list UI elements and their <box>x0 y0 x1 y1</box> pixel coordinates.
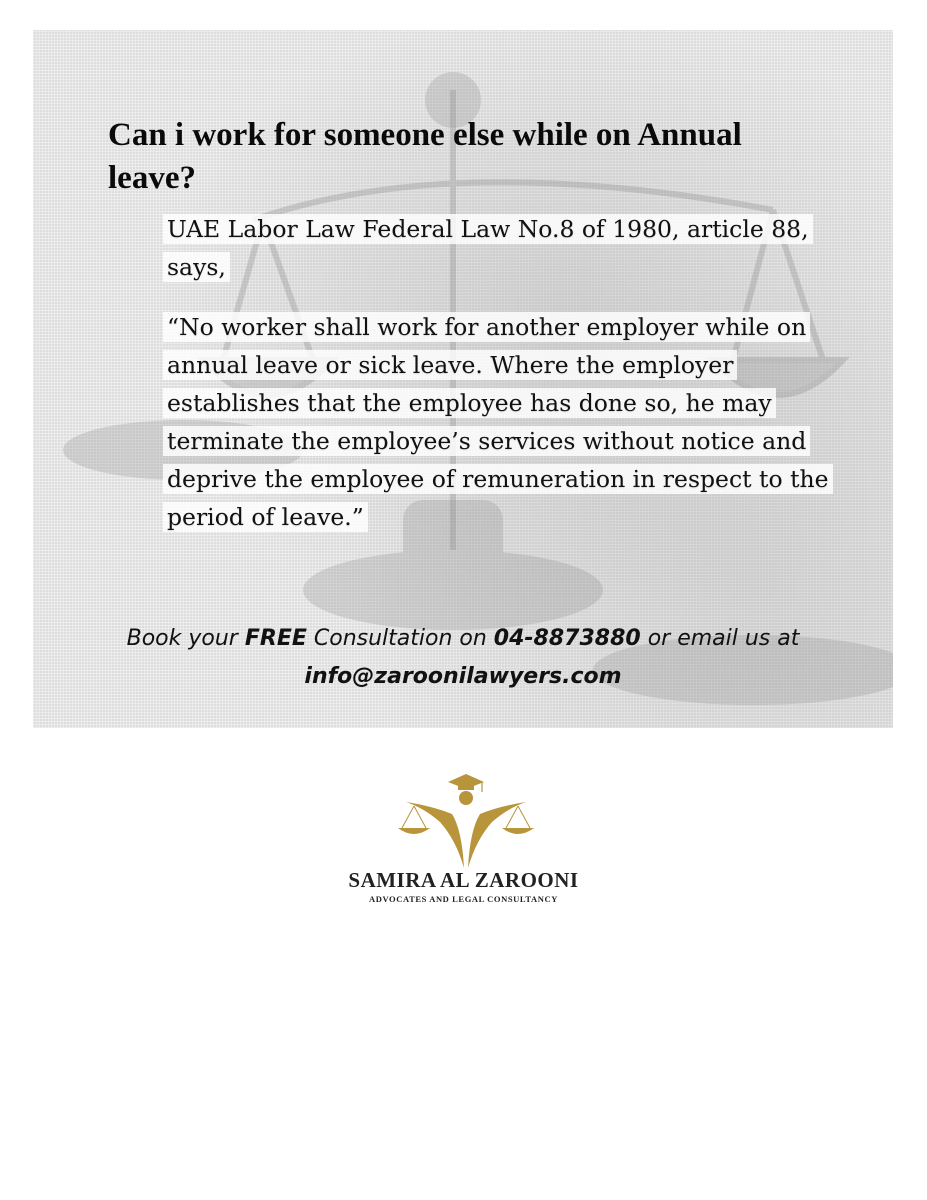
law-citation-text: UAE Labor Law Federal Law No.8 of 1980, article 88, says, <box>163 214 813 282</box>
cta-text-1: Book your <box>126 626 245 651</box>
email-link[interactable]: info@zaroonilawyers.com <box>304 664 622 689</box>
consultation-cta <box>73 620 853 696</box>
phone-number[interactable]: 04-8873880 <box>493 626 641 651</box>
cta-free: FREE <box>244 626 307 651</box>
firm-subtitle: ADVOCATES AND LEGAL CONSULTANCY <box>368 894 558 904</box>
graduate-scales-logo-icon <box>392 770 540 878</box>
firm-name: SAMIRA AL ZAROONI <box>348 868 579 892</box>
law-quote-text: “No worker shall work for another employer while on annual leave or sick leave. Where the employer establishes that the employee has done so, he may terminate the employee’s services without notice and deprive the employee of remuneration in respect to the period of leave.” <box>163 312 833 532</box>
cta-text-3: or email us at <box>640 626 800 651</box>
law-quote <box>163 308 843 536</box>
poster <box>33 30 893 728</box>
law-citation <box>163 210 843 286</box>
cta-text-2: Consultation on <box>306 626 494 651</box>
page-title: Can i work for someone else while on Annual leave? <box>108 117 742 196</box>
